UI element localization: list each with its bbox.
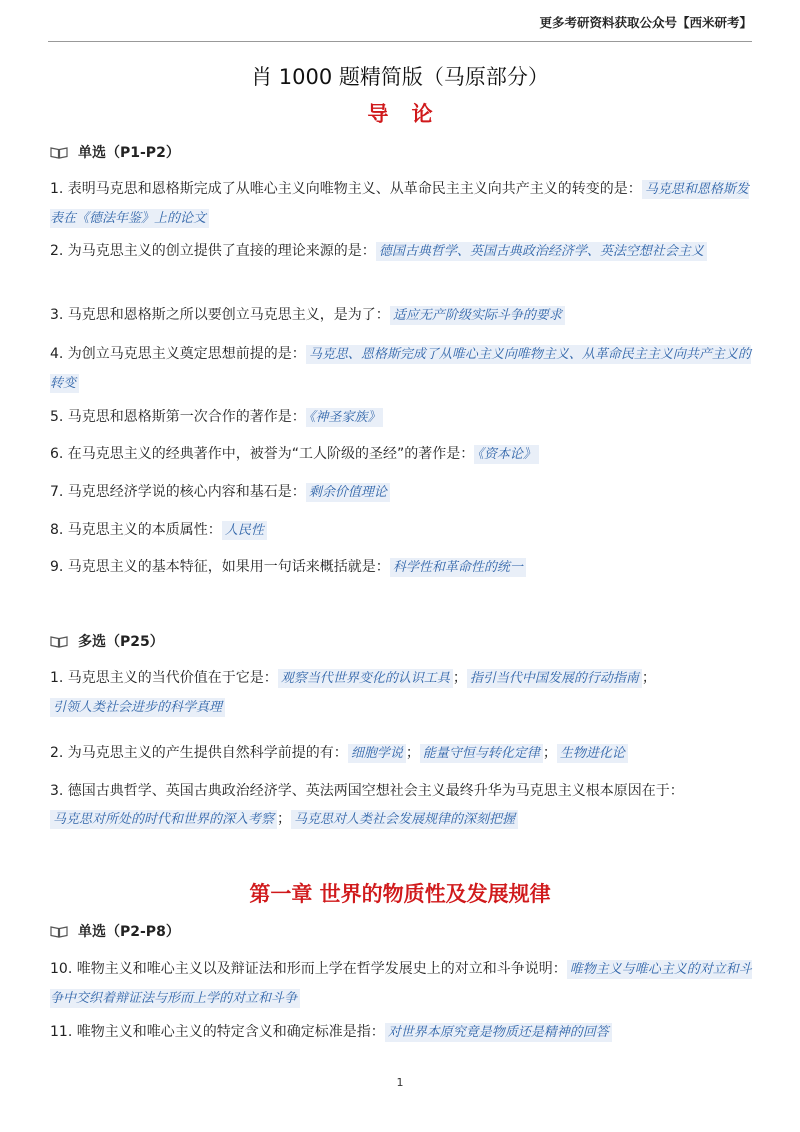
answer-text: 细胞学说 [348,744,406,763]
question-item [50,440,755,469]
question-text: 4. 为创立马克思主义奠定思想前提的是： [50,346,306,362]
answer-text: 人民性 [222,521,267,540]
header-divider [48,41,752,42]
document-title: 肖 1000 题精简版（马原部分） [251,65,549,89]
chapter1-heading: 第一章 世界的物质性及发展规律 [249,882,551,906]
question-item [50,478,755,507]
question-text: 3. 马克思和恩格斯之所以要创立马克思主义，是为了： [50,307,390,323]
answer-text: 马克思对人类社会发展规律的深刻把握 [291,810,518,829]
question-item [50,664,755,722]
question-item [50,516,755,545]
answer-text: 马克思、恩格斯完成了从唯心主义向唯物主义、从革命民主主义向共产主义的转变 [50,347,751,391]
question-text: 1. 马克思主义的当代价值在于它是： [50,670,278,686]
book-icon [50,925,68,938]
question-text: 9. 马克思主义的基本特征，如果用一句话来概括就是： [50,559,390,575]
question-text: 1. 表明马克思和恩格斯完成了从唯心主义向唯物主义、从革命民主主义向共产主义的转变的是： [50,181,642,197]
answer-text: 马克思对所处的时代和世界的深入考察 [50,810,277,829]
answer-text: 观察当代世界变化的认识工具 [278,669,453,688]
section-label-intro-single [50,142,180,162]
page-number: 1 [396,1076,404,1089]
answer-separator: ； [405,745,420,761]
section-label-text: 单选（P1-P2） [78,145,180,161]
question-item [50,175,755,233]
question-text: 3. 德国古典哲学、英国古典政治经济学、英法两国空想社会主义最终升华为马克思主义根本原因在于： [50,783,684,799]
question-item [50,403,755,432]
answer-separator: ； [641,670,656,686]
question-text: 5. 马克思和恩格斯第一次合作的著作是： [50,409,306,425]
answer-separator: ； [277,811,292,827]
answer-separator: ； [542,745,557,761]
question-text: 7. 马克思经济学说的核心内容和基石是： [50,484,306,500]
book-icon [50,146,68,159]
answer-text: 剩余价值理论 [306,483,390,502]
answer-text: 科学性和革命性的统一 [390,558,526,577]
answer-text: 德国古典哲学、英国古典政治经济学、英法空想社会主义 [376,242,707,261]
question-item [50,237,755,266]
question-item [50,340,755,398]
question-item [50,1018,755,1047]
answer-text: 唯物主义与唯心主义的对立和斗争中交织着辩证法与形而上学的对立和斗争 [50,962,752,1006]
answer-text: 指引当代中国发展的行动指南 [467,669,642,688]
question-text: 8. 马克思主义的本质属性： [50,522,222,538]
answer-text: 对世界本原究竟是物质还是精神的回答 [385,1023,612,1042]
intro-heading: 导 论 [367,102,441,126]
question-item [50,955,755,1013]
question-item [50,553,755,582]
answer-separator: ； [452,670,467,686]
book-icon [50,635,68,648]
section-label-ch1-single [50,921,180,941]
question-text: 2. 为马克思主义的产生提供自然科学前提的有： [50,745,348,761]
question-item [50,739,755,768]
question-text: 2. 为马克思主义的创立提供了直接的理论来源的是： [50,243,376,259]
section-label-text: 多选（P25） [78,634,164,650]
answer-text: 适应无产阶级实际斗争的要求 [390,306,565,325]
question-text: 6. 在马克思主义的经典著作中，被誉为“工人阶级的圣经”的著作是： [50,446,475,462]
section-label-text: 单选（P2-P8） [78,924,180,940]
answer-text: 引领人类社会进步的科学真理 [50,698,225,717]
answer-text: 马克思和恩格斯发表在《德法年鉴》上的论文 [50,182,749,226]
section-label-intro-multi [50,631,164,651]
header-note: 更多考研资料获取公众号【西米研考】 [539,15,752,30]
answer-text: 《神圣家族》 [306,408,384,427]
answer-text: 《资本论》 [474,445,539,464]
question-item [50,301,755,330]
answer-text: 生物进化论 [557,744,628,763]
question-item [50,777,755,834]
answer-text: 能量守恒与转化定律 [420,744,543,763]
question-text: 10. 唯物主义和唯心主义以及辩证法和形而上学在哲学发展史上的对立和斗争说明： [50,961,567,977]
question-text: 11. 唯物主义和唯心主义的特定含义和确定标准是指： [50,1024,385,1040]
